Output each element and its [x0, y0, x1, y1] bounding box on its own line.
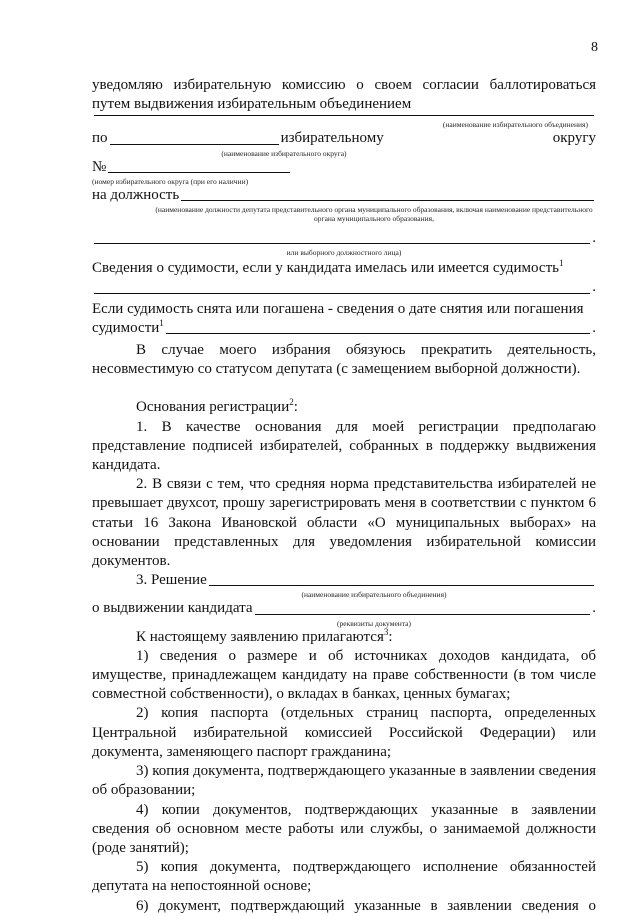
attachment-4: 4) копии документов, подтверждающих указанные в заявлении сведения об основном месте работы или службы, о занимаемой должности (роде занятий); — [92, 801, 596, 856]
party-name-caption: (наименование избирательного объединения) — [442, 120, 588, 130]
attachment-1: 1) сведения о размере и об источниках доходов кандидата, об имуществе, принадлежащем кандидату на праве собственности (в том числе совместной собственности), о вкладах в банках, ценных бумагах; — [92, 647, 596, 703]
attachment-3: 3) копия документа, подтверждающего указанные в заявлении сведения об образовании; — [92, 763, 596, 799]
attachments-heading: К настоящему заявлению прилагаются$^3$: — [136, 626, 393, 645]
obligation-paragraph: В случае моего избрания обязуюсь прекратить деятельность, несовместимую со статусом депутата (с замещением выборной должности). — [92, 342, 596, 378]
page-number: 8 — [591, 40, 598, 55]
nomination-details-line: о выдвижении кандидата . — [92, 600, 596, 617]
position-field[interactable] — [181, 199, 594, 201]
party-name-field[interactable] — [94, 114, 594, 116]
attachment-2: 2) копия паспорта (отдельных страниц паспорта, определенных Центральной избирательной комиссией Российской Федерации) или документа, заменяющего паспорт гражданина; — [92, 705, 596, 760]
consent-paragraph: уведомляю избирательную комиссию о своем согласии баллотироваться путем выдвижения избирательным объединением — [92, 77, 596, 113]
district-number-line: № — [92, 158, 596, 177]
position-line: на должность — [92, 186, 596, 205]
conviction-label: Сведения о судимости, если у кандидата имелась или имеется судимость$^1$ — [92, 258, 564, 277]
conviction-removed-text: Если судимость снята или погашена - сведения о дате снятия или погашения — [92, 300, 584, 317]
document-details-field[interactable] — [255, 613, 591, 615]
decision-line: 3. Решение — [92, 571, 596, 590]
ground-2: 2. В связи с тем, что средняя норма представительства избирателей не превышает двухсот, прошу зарегистрировать меня в соответствии с пунктом 6 статьи 16 Закона Ивановской области «О муниципальных выборах» на основании представленных для уведомления избирательной комиссии документов. — [92, 476, 596, 570]
attachment-6: 6) документ, подтверждающий указанные в заявлении сведения о — [136, 897, 596, 914]
decision-field[interactable] — [209, 584, 594, 586]
district-line: по избирательному округу — [92, 130, 596, 147]
position-caption: (наименование должности депутата представительного органа муниципального образования, включая наименование представительного органа муниципального образования, — [155, 205, 593, 224]
registration-grounds-heading: Основания регистрации$^2$: — [136, 397, 298, 416]
district-name-field[interactable] — [110, 143, 279, 145]
position-continuation-line: . — [92, 229, 596, 248]
district-number-field[interactable] — [108, 171, 290, 173]
conviction-date-field[interactable] — [166, 332, 590, 334]
district-number-caption: (номер избирательного округа (при его наличии) — [92, 176, 249, 186]
position-caption-2: или выборного должностного лица) — [286, 248, 402, 258]
conviction-date-line: судимости$^1$ . — [92, 317, 596, 336]
conviction-field[interactable] — [94, 292, 590, 294]
position-continuation-field[interactable] — [94, 242, 590, 244]
conviction-line — [92, 259, 596, 278]
conviction-field-line: . — [92, 278, 596, 297]
document-details-caption: (реквизиты документа) — [337, 618, 411, 628]
ground-1: 1. В качестве основания для моей регистрации предполагаю представление подписей избирателей, собранных в поддержку выдвижения кандидата. — [92, 418, 596, 474]
district-name-caption: (наименование избирательного округа) — [221, 148, 347, 158]
attachment-5: 5) копия документа, подтверждающего исполнение обязанностей депутата на непостоянной основе; — [92, 859, 596, 895]
document-body — [92, 76, 596, 916]
decision-caption: (наименование избирательного объединения) — [301, 590, 447, 600]
